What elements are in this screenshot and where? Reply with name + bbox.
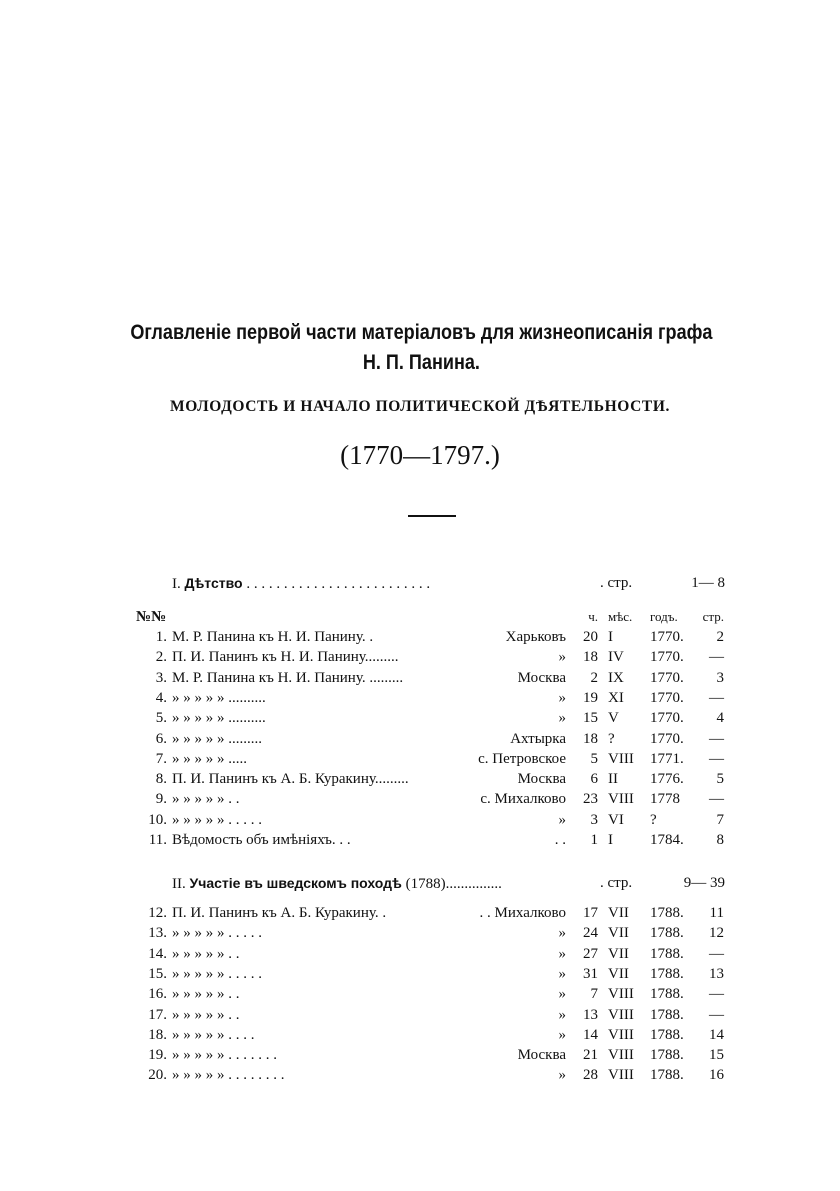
entry-month: VII	[608, 925, 629, 942]
entry-month: VII	[608, 965, 629, 982]
entry-place: »	[558, 945, 566, 962]
date-range: (1770—1797.)	[340, 440, 500, 470]
table-row	[0, 964, 840, 984]
entry-year: 1771.	[650, 750, 684, 767]
entry-num: 4.	[155, 689, 167, 706]
entry-year: 1770.	[650, 730, 684, 747]
entry-day: 17	[583, 905, 598, 921]
entry-place: »	[558, 925, 566, 942]
entry-num: 15.	[148, 965, 167, 982]
entry-page: —	[709, 689, 724, 706]
table-row	[0, 1025, 840, 1045]
entry-num: 20.	[148, 1067, 167, 1084]
table-row	[0, 769, 840, 789]
entry-month: VIII	[608, 750, 634, 767]
entry-page: —	[709, 649, 724, 666]
entry-text: М. Р. Панина къ Н. И. Панину. .........	[172, 669, 404, 686]
subtitle: МОЛОДОСТЬ И НАЧАЛО ПОЛИТИЧЕСКОЙ ДѢЯТЕЛЬНОСТИ.	[169, 398, 670, 415]
table-row	[0, 944, 840, 964]
entry-num: 5.	[155, 710, 167, 727]
section-pages: 9— 39	[683, 875, 725, 891]
entry-place: Ахтырка	[510, 730, 566, 747]
entry-place: »	[558, 1026, 566, 1043]
entry-month: VI	[608, 811, 624, 828]
entry-day: 28	[583, 1067, 598, 1084]
table-row	[0, 984, 840, 1004]
table-row	[0, 627, 840, 647]
entry-month: IX	[608, 669, 624, 686]
title-line-1: Оглавленіе первой части матеріаловъ для жизнеописанія графа	[130, 321, 713, 344]
table-row	[0, 1045, 840, 1065]
entry-text: » » » » » . .	[172, 1006, 240, 1023]
entry-text: М. Р. Панина къ Н. И. Панину. .	[172, 629, 374, 645]
entry-num: 8.	[155, 771, 167, 788]
section-heading	[0, 873, 840, 893]
entry-text: » » » » » . .	[172, 945, 240, 962]
entry-day: 15	[583, 710, 598, 727]
entry-month: ?	[608, 730, 615, 747]
entry-page: —	[709, 986, 724, 1003]
header-number: №№	[136, 609, 167, 625]
section-filler: . . . . . . . . . . . . . . . . . . . . . . . . .	[246, 576, 431, 592]
entry-day: 7	[590, 986, 598, 1003]
table-row	[0, 1005, 840, 1025]
entry-place: »	[558, 689, 566, 706]
table-row	[0, 688, 840, 708]
section-roman: II.	[172, 876, 186, 892]
entry-text: » » » » » ..........	[172, 710, 266, 727]
entry-month: XI	[608, 689, 624, 706]
entry-month: VIII	[608, 986, 634, 1003]
entry-page: —	[709, 791, 724, 808]
entry-num: 1.	[155, 629, 167, 645]
entry-place: с. Михалково	[480, 791, 566, 808]
entry-day: 19	[583, 689, 598, 706]
entry-year: 1776.	[650, 771, 684, 788]
entry-day: 18	[583, 730, 598, 747]
entry-place: »	[558, 811, 566, 828]
entry-page: 4	[716, 710, 724, 727]
entry-page: —	[709, 945, 724, 962]
entry-page: 13	[709, 965, 724, 982]
entry-month: VIII	[608, 1006, 634, 1023]
header-day: ч.	[588, 609, 598, 624]
entry-month: I	[608, 832, 613, 848]
section-title: Участіе въ шведскомъ походѣ	[189, 875, 402, 891]
entry-day: 14	[583, 1026, 598, 1043]
table-row	[0, 789, 840, 809]
entry-text: » » » » » . . . . . . . .	[172, 1067, 285, 1084]
entry-text: » » » » » . . . . .	[172, 811, 262, 828]
table-row	[0, 1065, 840, 1085]
entry-year: 1770.	[650, 710, 684, 727]
entry-day: 31	[583, 965, 598, 982]
entry-month: V	[608, 710, 619, 727]
table-row	[0, 708, 840, 728]
entry-text: » » » » » .........	[172, 730, 262, 747]
entry-year: 1788.	[650, 1026, 684, 1043]
entry-text: » » » » » . . . .	[172, 1026, 255, 1043]
entry-month: VII	[608, 945, 629, 962]
entry-year: 1770.	[650, 649, 684, 666]
section-title: Дѣтство	[184, 575, 243, 591]
entry-year: 1778	[650, 791, 680, 808]
section-roman: I.	[172, 576, 181, 592]
entry-text: П. И. Панинъ къ А. Б. Куракину.........	[172, 771, 409, 788]
entry-year: 1770.	[650, 629, 684, 645]
entry-day: 13	[583, 1006, 598, 1023]
table-row	[0, 647, 840, 667]
entry-page: 7	[716, 811, 724, 828]
entry-month: VIII	[608, 1047, 634, 1064]
table-row	[0, 810, 840, 830]
entry-day: 3	[590, 811, 598, 828]
pages-label: . стр.	[600, 875, 633, 891]
entry-text: Вѣдомость объ имѣніяхъ. . .	[172, 832, 351, 848]
entry-num: 17.	[148, 1006, 167, 1023]
section-pages: 1— 8	[691, 575, 725, 591]
entry-month: VIII	[608, 1067, 634, 1084]
entry-num: 14.	[148, 945, 167, 962]
entry-page: —	[709, 1006, 724, 1023]
entry-day: 23	[583, 791, 598, 808]
entry-page: 8	[716, 832, 724, 848]
table-row	[0, 668, 840, 688]
entry-num: 12.	[148, 905, 167, 921]
entry-day: 27	[583, 945, 598, 962]
entry-place: »	[558, 1006, 566, 1023]
header-year: годъ.	[650, 609, 678, 624]
entry-num: 6.	[155, 730, 167, 747]
entry-page: 3	[716, 669, 724, 686]
entry-text: » » » » » ..........	[172, 689, 266, 706]
title-line-2: Н. П. Панина.	[362, 351, 480, 374]
table-row	[0, 923, 840, 943]
entry-page: 16	[709, 1067, 724, 1084]
entry-month: VIII	[608, 1026, 634, 1043]
entry-place: Москва	[517, 669, 566, 686]
entry-day: 21	[583, 1047, 598, 1064]
entry-page: 14	[709, 1026, 724, 1043]
entry-year: 1788.	[650, 1047, 684, 1064]
entry-text: » » » » » . . . . .	[172, 965, 262, 982]
entry-place: Москва	[517, 771, 566, 788]
entry-text: » » » » » . . . . .	[172, 925, 262, 942]
entry-num: 9.	[155, 791, 167, 808]
entry-month: VII	[608, 905, 629, 921]
entry-year: ?	[650, 811, 657, 828]
entry-month: VIII	[608, 791, 634, 808]
entry-month: I	[608, 629, 613, 645]
entry-num: 3.	[155, 669, 167, 686]
section-year: (1788)	[405, 876, 446, 892]
entry-place: »	[558, 649, 566, 666]
entry-year: 1788.	[650, 905, 684, 921]
entry-text: » » » » » .....	[172, 750, 247, 767]
entry-year: 1788.	[650, 1006, 684, 1023]
entry-place: »	[558, 1067, 566, 1084]
entry-text: П. И. Панинъ къ Н. И. Панину.........	[172, 649, 399, 666]
entry-year: 1770.	[650, 669, 684, 686]
entry-page: —	[709, 730, 724, 747]
entry-month: II	[608, 771, 618, 788]
entry-year: 1788.	[650, 925, 684, 942]
entry-page: 11	[709, 905, 724, 921]
entry-day: 24	[583, 925, 598, 942]
entry-page: 15	[709, 1047, 724, 1064]
entry-num: 19.	[148, 1047, 167, 1064]
table-row	[0, 749, 840, 769]
entry-num: 16.	[148, 986, 167, 1003]
entry-year: 1788.	[650, 945, 684, 962]
entry-place: . . Михалково	[479, 905, 566, 921]
entry-year: 1788.	[650, 986, 684, 1003]
entry-day: 18	[583, 649, 598, 666]
entry-year: 1788.	[650, 1067, 684, 1084]
section-heading	[0, 573, 840, 593]
table-row	[0, 830, 840, 850]
entry-year: 1770.	[650, 689, 684, 706]
entry-place: »	[558, 986, 566, 1003]
entry-num: 7.	[155, 750, 167, 767]
entry-page: 12	[709, 925, 724, 942]
entry-text: П. И. Панинъ къ А. Б. Куракину. .	[172, 905, 387, 921]
entry-place: »	[558, 965, 566, 982]
entry-place: »	[558, 710, 566, 727]
entry-place: Москва	[517, 1047, 566, 1064]
entry-text: » » » » » . . . . . . .	[172, 1047, 277, 1064]
entry-day: 5	[590, 750, 598, 767]
entry-year: 1788.	[650, 965, 684, 982]
entry-day: 1	[590, 832, 598, 848]
entry-place: с. Петровское	[478, 750, 566, 767]
entry-text: » » » » » . .	[172, 791, 240, 808]
entry-year: 1784.	[650, 832, 684, 848]
entry-place: Харьковъ	[505, 629, 566, 645]
entry-page: —	[709, 750, 724, 767]
entry-text: » » » » » . .	[172, 986, 240, 1003]
entry-page: 5	[716, 771, 724, 788]
table-row	[0, 729, 840, 749]
entry-num: 13.	[148, 925, 167, 942]
section-filler: ...............	[445, 876, 502, 892]
entry-day: 2	[590, 669, 598, 686]
entry-num: 11.	[148, 832, 167, 848]
table-row	[0, 903, 840, 923]
column-headers	[0, 607, 840, 627]
header-month: мѣс.	[608, 609, 633, 624]
entry-num: 10.	[148, 811, 167, 828]
pages-label: . стр.	[600, 575, 633, 591]
entry-place: . .	[554, 832, 566, 848]
entry-num: 2.	[155, 649, 167, 666]
entry-page: 2	[716, 629, 724, 645]
header-page: стр.	[702, 609, 724, 624]
entry-day: 20	[583, 629, 598, 645]
entry-num: 18.	[148, 1026, 167, 1043]
entry-day: 6	[590, 771, 598, 788]
entry-month: IV	[608, 649, 624, 666]
